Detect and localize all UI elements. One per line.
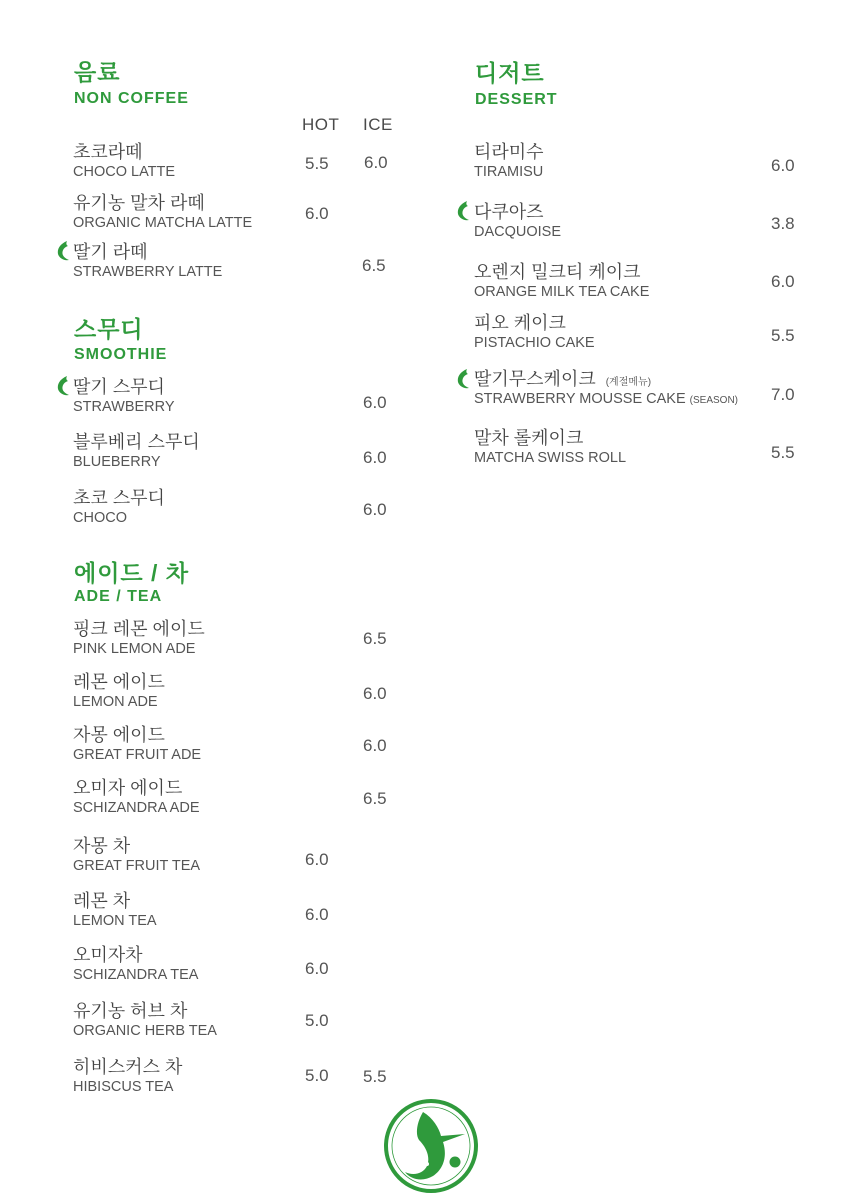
item-name-ko: 히비스커스 차	[73, 1057, 183, 1077]
item-name-ko: 피오 케이크	[474, 313, 566, 333]
item-name-en: DACQUOISE	[474, 224, 562, 240]
price-hot: 5.0	[305, 1066, 329, 1085]
item-name-ko: 레몬 차	[73, 891, 131, 911]
price: 3.8	[771, 214, 795, 233]
price: 6.0	[771, 272, 795, 291]
item-name-en: MATCHA SWISS ROLL	[474, 450, 627, 466]
item-name-ko: 유기농 말차 라떼	[73, 193, 205, 213]
item-name-en: STRAWBERRY	[73, 399, 175, 415]
item-name-ko: 오미자차	[73, 945, 143, 965]
item-name-en: BLUEBERRY	[73, 454, 161, 470]
menu-item	[474, 203, 561, 240]
price-hot: 6.0	[305, 905, 329, 924]
item-name-en: CHOCO LATTE	[73, 164, 176, 180]
price-ice: 6.0	[363, 736, 387, 755]
seasonal-note: (계절메뉴)	[605, 377, 652, 388]
price-ice: 6.0	[363, 500, 387, 519]
item-name-ko: 블루베리 스무디	[73, 432, 200, 452]
menu-item	[73, 837, 200, 874]
item-name-en	[474, 392, 738, 407]
section-title-smoothie-en: SMOOTHIE	[74, 346, 168, 363]
item-name-ko: 자몽 에이드	[73, 725, 165, 745]
section-title-dessert-ko: 디저트	[475, 60, 545, 86]
item-name-ko: 자몽 차	[73, 836, 131, 856]
menu-item	[474, 429, 626, 466]
item-name-en: PINK LEMON ADE	[73, 641, 196, 657]
price-hot: 6.0	[305, 204, 329, 223]
price-hot: 6.0	[305, 959, 329, 978]
item-name-en: SCHIZANDRA ADE	[73, 800, 200, 816]
price-ice: 6.5	[363, 789, 387, 808]
price-hot: 6.0	[305, 850, 329, 869]
price-ice: 6.0	[363, 393, 387, 412]
bird-logo-icon	[383, 1098, 479, 1194]
item-name-ko: 초코 스무디	[73, 488, 165, 508]
item-name-ko: 다쿠아즈	[474, 202, 544, 222]
menu-item	[73, 378, 175, 415]
price: 6.0	[771, 156, 795, 175]
column-header-hot: HOT	[302, 115, 340, 134]
menu-item	[73, 489, 165, 526]
price-ice: 5.5	[363, 1067, 387, 1086]
leaf-mark-icon	[456, 368, 470, 390]
leaf-mark-icon	[56, 375, 70, 397]
item-name-ko: 레몬 에이드	[73, 672, 165, 692]
item-name-ko: 말차 롤케이크	[474, 428, 584, 448]
menu-item	[474, 263, 649, 300]
price-hot: 5.5	[305, 154, 329, 173]
season-suffix: (SEASON)	[689, 395, 739, 406]
price-ice: 6.0	[363, 448, 387, 467]
section-title-non-coffee-ko: 음료	[74, 59, 121, 85]
item-name-ko	[474, 370, 738, 388]
column-header-ice: ICE	[363, 115, 393, 134]
item-name-en: STRAWBERRY LATTE	[73, 264, 223, 280]
leaf-mark-icon	[56, 240, 70, 262]
section-title-non-coffee-en: NON COFFEE	[74, 90, 189, 107]
item-name-ko: 오미자 에이드	[73, 778, 183, 798]
leaf-mark-icon	[456, 200, 470, 222]
item-name-en: LEMON TEA	[73, 913, 157, 929]
item-name-en: GREAT FRUIT ADE	[73, 747, 202, 763]
price-ice: 6.0	[364, 153, 388, 172]
item-name-en: TIRAMISU	[474, 164, 544, 180]
item-name-ko-text: 딸기무스케이크	[474, 369, 596, 389]
item-name-ko: 핑크 레몬 에이드	[73, 619, 205, 639]
item-name-en: ORANGE MILK TEA CAKE	[474, 284, 650, 300]
menu-item	[73, 673, 165, 710]
section-title-dessert-en: DESSERT	[475, 91, 558, 108]
item-name-ko: 딸기 스무디	[73, 377, 165, 397]
price-ice: 6.5	[362, 256, 386, 275]
menu-item	[73, 1058, 182, 1095]
price-hot: 5.0	[305, 1011, 329, 1030]
item-name-ko: 오렌지 밀크티 케이크	[474, 262, 641, 282]
section-title-ade-tea-ko: 에이드 / 차	[74, 560, 190, 586]
item-name-en: PISTACHIO CAKE	[474, 335, 595, 351]
menu-item	[73, 892, 157, 929]
item-name-en-text: STRAWBERRY MOUSSE CAKE	[474, 391, 686, 407]
item-name-ko: 딸기 라떼	[73, 242, 148, 262]
item-name-en: GREAT FRUIT TEA	[73, 858, 201, 874]
item-name-en: CHOCO	[73, 510, 127, 526]
menu-item	[73, 946, 198, 983]
item-name-en: HIBISCUS TEA	[73, 1079, 174, 1095]
menu-item	[474, 370, 738, 407]
menu-item	[73, 779, 200, 816]
price: 5.5	[771, 443, 795, 462]
item-name-en: ORGANIC MATCHA LATTE	[73, 215, 253, 231]
item-name-ko: 티라미수	[474, 142, 544, 162]
menu-item	[73, 1002, 217, 1039]
price-ice: 6.5	[363, 629, 387, 648]
item-name-en: LEMON ADE	[73, 694, 158, 710]
section-title-ade-tea-en: ADE / TEA	[74, 588, 163, 605]
menu-item	[73, 620, 205, 657]
menu-item	[73, 143, 175, 180]
menu-item	[73, 433, 200, 470]
price: 5.5	[771, 326, 795, 345]
menu-item	[73, 194, 252, 231]
item-name-en: ORGANIC HERB TEA	[73, 1023, 217, 1039]
item-name-en: SCHIZANDRA TEA	[73, 967, 199, 983]
item-name-ko: 초코라떼	[73, 142, 143, 162]
price: 7.0	[771, 385, 795, 404]
menu-item	[73, 726, 201, 763]
section-title-smoothie-ko: 스무디	[74, 316, 144, 342]
menu-item	[474, 143, 544, 180]
price-ice: 6.0	[363, 684, 387, 703]
item-name-ko: 유기농 허브 차	[73, 1001, 188, 1021]
menu-item	[474, 314, 595, 351]
menu-item	[73, 243, 222, 280]
